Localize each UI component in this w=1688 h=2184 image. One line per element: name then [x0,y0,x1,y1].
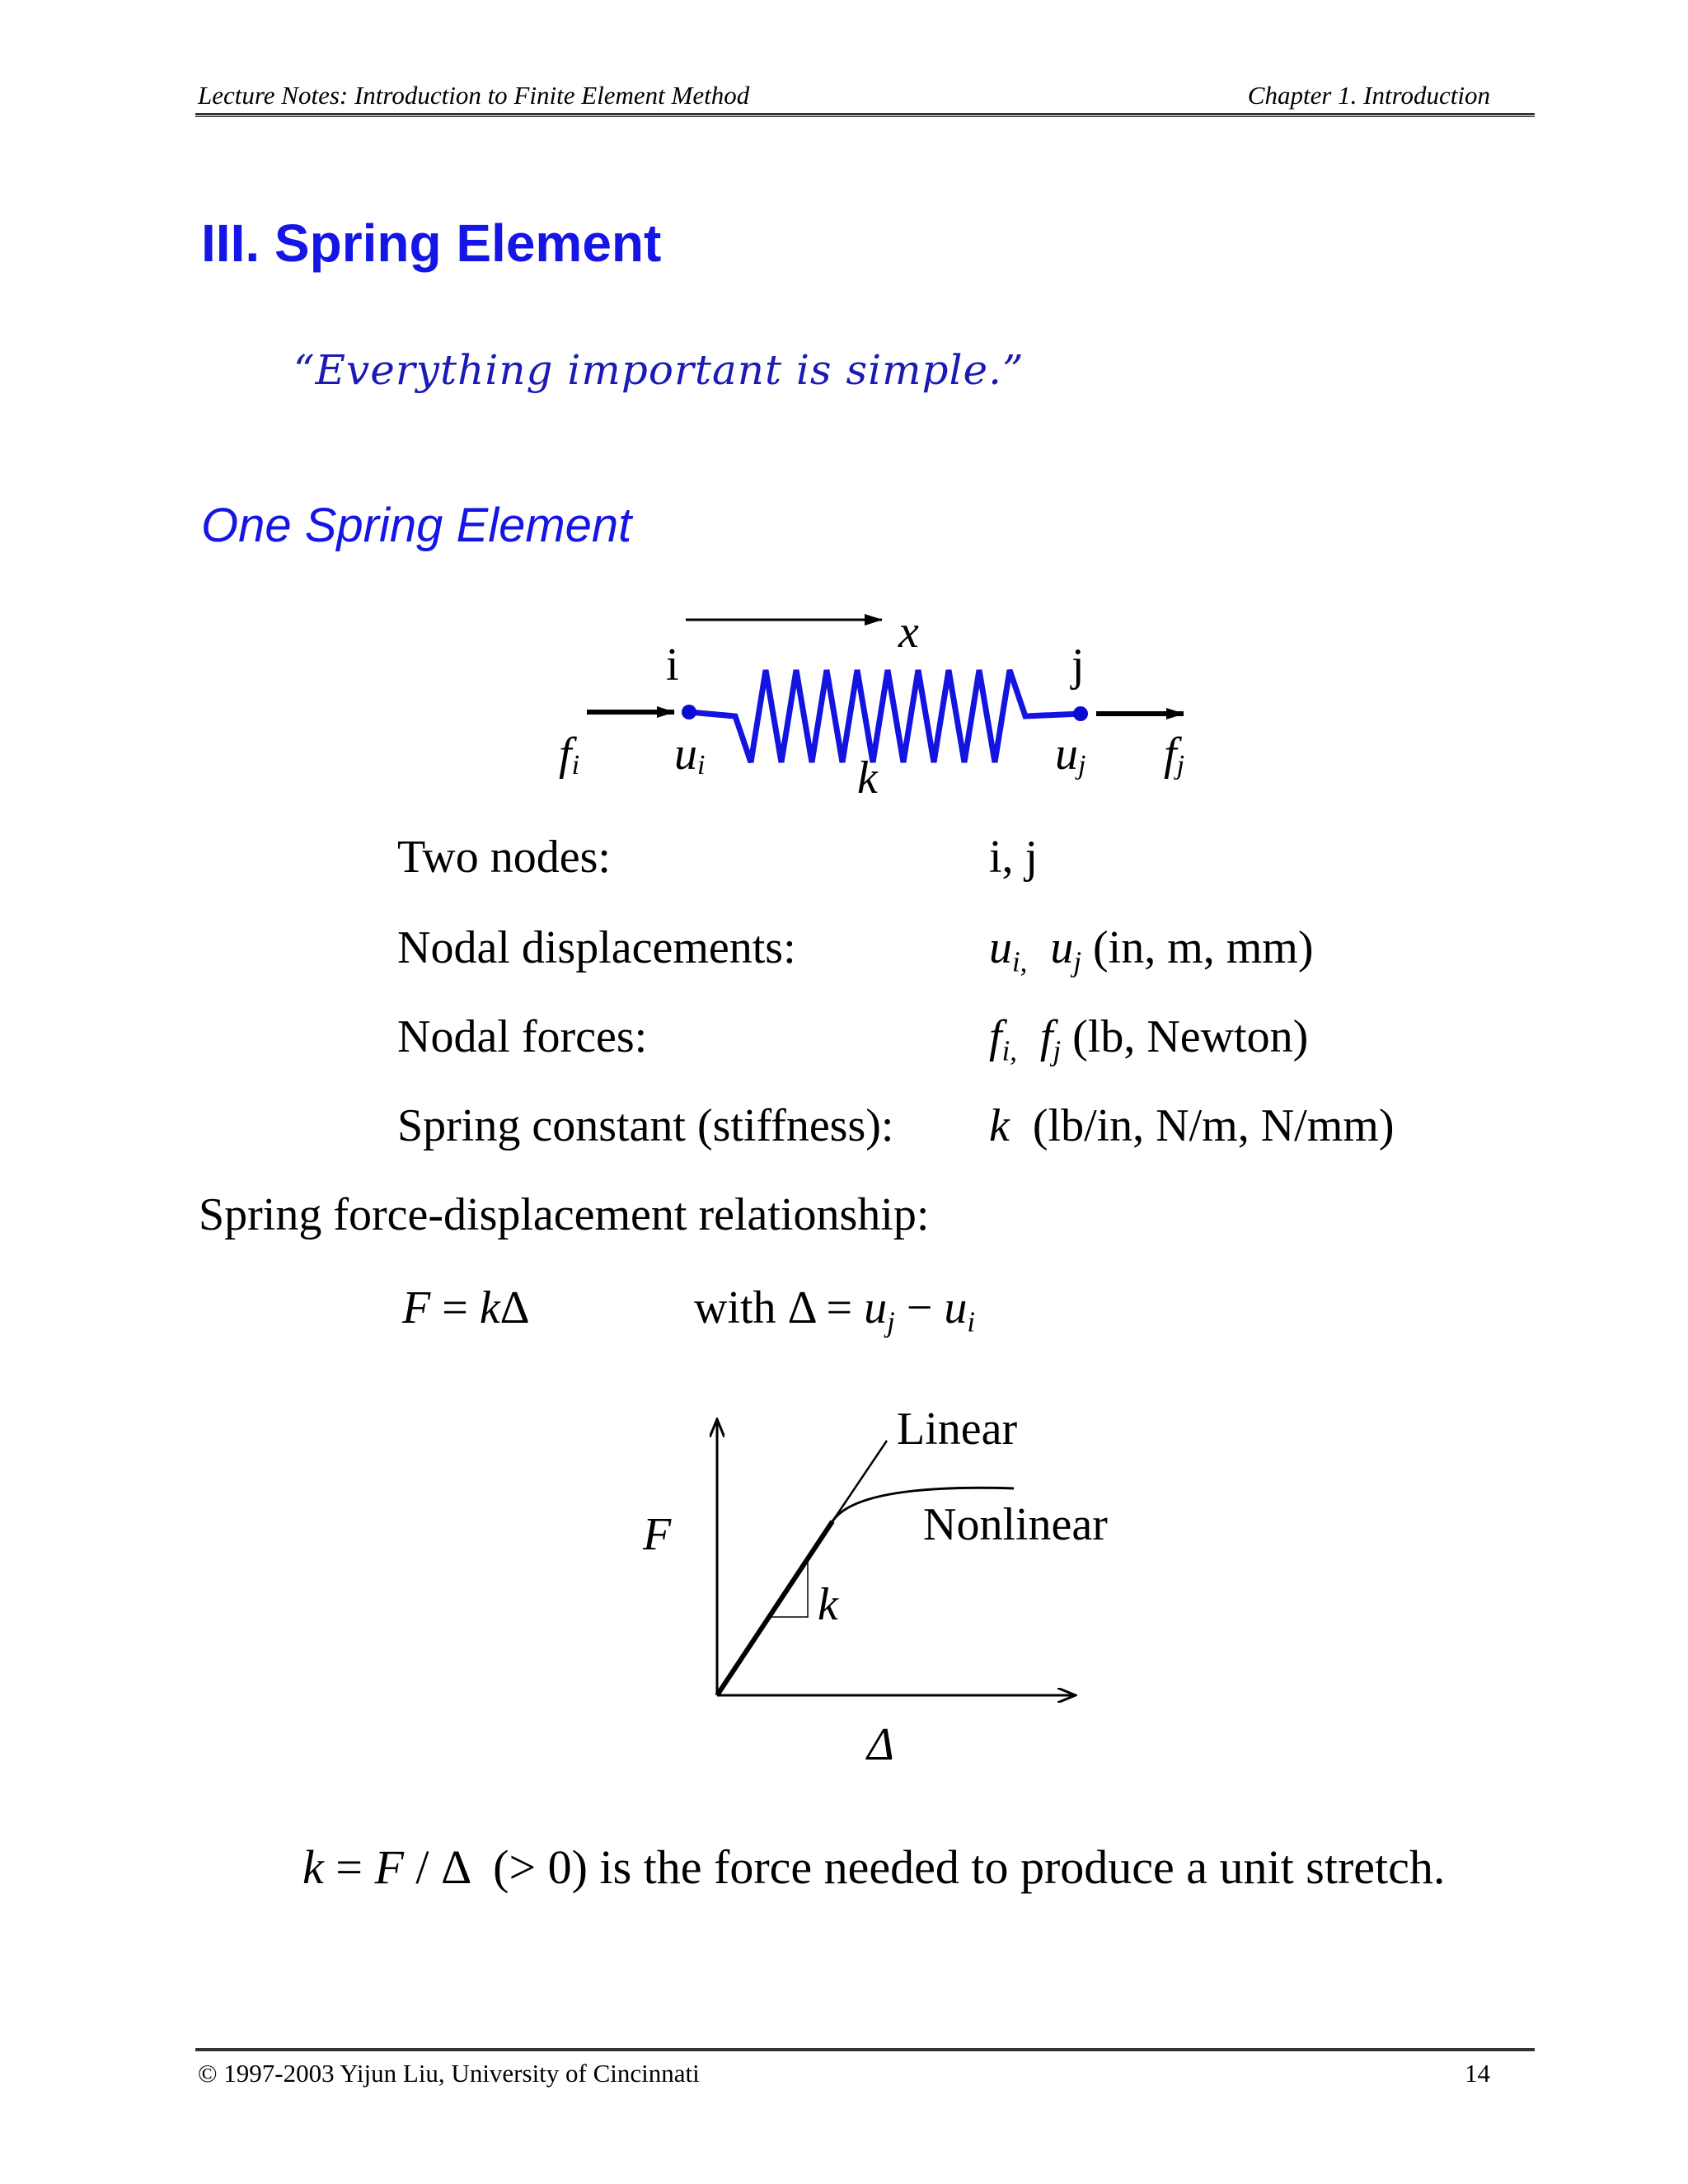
linear-label: Linear [897,1404,1018,1455]
stiffness-label: k [857,752,878,804]
slope-label: k [818,1579,838,1630]
header-chapter: Chapter 1. Introduction [1247,81,1490,110]
node-j-label: j [1071,640,1085,691]
linear-line [832,1441,887,1521]
header-rule [195,113,1535,115]
def-label-stiffness: Spring constant (stiffness): [397,1100,894,1151]
footer-copyright: © 1997-2003 Yijun Liu, University of Cincinnati [198,2059,700,2088]
disp-i-label: ui [674,729,706,780]
relationship-label: Spring force-displacement relationship: [199,1189,930,1240]
force-j-label: fj [1164,729,1185,780]
def-label-forces: Nodal forces: [397,1011,648,1062]
nonlinear-label: Nonlinear [923,1499,1108,1550]
initial-slope-line [717,1521,832,1695]
header-course-title: Lecture Notes: Introduction to Finite Element Method [198,81,750,110]
footer-rule [195,2048,1535,2051]
def-label-displacements: Nodal displacements: [397,922,796,973]
x-axis-label: Δ [867,1719,894,1770]
def-value-displacements: $u_{i,}$ $u_j$ (in, m, mm) [989,922,1314,978]
node-j-dot [1073,706,1088,721]
node-i-label: i [666,640,679,691]
def-label-nodes: Two nodes: [397,832,611,883]
quote: “Everything important is simple.” [293,346,1025,394]
force-i-label: fi [559,729,580,780]
spring-coil [689,670,1081,762]
subsection-title: One Spring Element [201,499,632,552]
node-i-dot [682,705,696,719]
section-title: III. Spring Element [201,213,662,273]
x-axis-label: x [898,607,919,658]
def-value-forces: $f_{i,}$ $f_j$ (lb, Newton) [989,1011,1309,1067]
def-value-nodes: i, j [989,832,1039,883]
conclusion-text: k = F / Δ (> 0) is the force needed to produce a unit stretch. [302,1840,1446,1894]
equation-delta: with $\Delta = u_j - u_i$ [694,1282,975,1338]
footer-page-number: 14 [1465,2059,1490,2088]
equation-force: F = kΔ [402,1282,530,1333]
header-rule-thin [195,116,1535,117]
disp-j-label: uj [1055,729,1086,780]
spring-element-diagram [536,593,1212,808]
force-displacement-graph [626,1385,1137,1780]
y-axis-label: F [643,1509,672,1560]
def-value-stiffness: k (lb/in, N/m, N/mm) [989,1100,1395,1151]
